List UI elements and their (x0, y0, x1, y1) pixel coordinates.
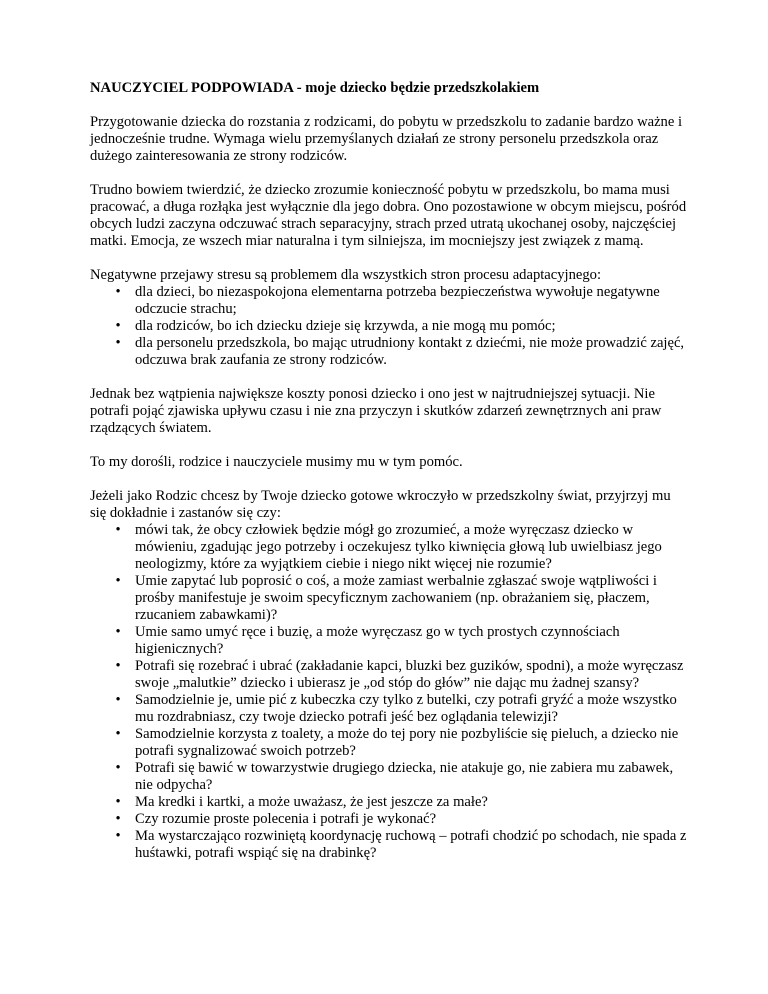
list-item (101, 811, 690, 828)
list-item-text: Potrafi się bawić w towarzystwie drugiego dziecka, nie atakuje go, nie zabiera mu zabawek, nie odpycha? (135, 760, 674, 793)
list-item (101, 760, 690, 794)
checklist (90, 522, 690, 862)
list-item-text: dla dzieci, bo niezaspokojona elementarna potrzeba bezpieczeństwa wywołuje negatywne odczucie strachu; (135, 284, 660, 317)
bullet-icon: • (115, 726, 121, 742)
bullet-icon: • (115, 794, 121, 810)
list-item (101, 658, 690, 692)
bullet-icon: • (115, 658, 121, 674)
list-item (101, 573, 690, 624)
list-item (101, 828, 690, 862)
list-item-text: dla rodziców, bo ich dziecku dzieje się krzywda, a nie mogą mu pomóc; (135, 318, 556, 334)
intro-paragraph: Przygotowanie dziecka do rozstania z rodzicami, do pobytu w przedszkolu to zadanie bardzo ważne i jednocześnie trudne. Wymaga wielu przemyślanych działań ze strony personelu przedszkola oraz dużego zainteresowania ze strony rodziców. (90, 114, 683, 164)
list-item (101, 335, 690, 369)
list-item-text: Samodzielnie korzysta z toalety, a może do tej pory nie pozbyliście się pieluch, a dziecko nie potrafi sygnalizować swoich potrzeb? (135, 726, 679, 759)
list-item (101, 318, 690, 335)
list-item-text: Samodzielnie je, umie pić z kubeczka czy tylko z butelki, czy potrafi gryźć a może wszystko mu rozdrabniasz, czy twoje dziecko potrafi jeść bez oglądania telewizji? (135, 692, 677, 725)
list-item (101, 794, 690, 811)
bullet-icon: • (115, 284, 121, 300)
list-item-text: mówi tak, że obcy człowiek będzie mógł go zrozumieć, a może wyręczasz dziecko w mówieniu, zgadując jego potrzeby i oczekujesz tylko kiwnięcia głową lub uwielbiasz jego neologizmy, które za wyjątkiem ciebie i niego nikt więcej nie rozumie? (135, 522, 662, 572)
stress-list (90, 284, 690, 369)
list-item (101, 624, 690, 658)
list-item-text: dla personelu przedszkola, bo mając utrudniony kontakt z dziećmi, nie może prowadzić zajęć, odczuwa brak zaufania ze strony rodziców. (135, 335, 685, 368)
list-item (101, 726, 690, 760)
list-item-text: Umie zapytać lub poprosić o coś, a może zamiast werbalnie zgłaszać swoje wątpliwości i prośby manifestuje je swoim specyficznym zachowaniem (np. obrażaniem się, płaczem, rzucaniem zabawkami)? (135, 573, 657, 623)
bullet-icon: • (115, 573, 121, 589)
body-paragraph: To my dorośli, rodzice i nauczyciele musimy mu w tym pomóc. (90, 454, 463, 470)
list-item (101, 522, 690, 573)
list-item-text: Ma kredki i kartki, a może uważasz, że jest jeszcze za małe? (135, 794, 488, 810)
bullet-icon: • (115, 318, 121, 334)
body-paragraph: Jednak bez wątpienia największe koszty ponosi dziecko i ono jest w najtrudniejszej sytuacji. Nie potrafi pojąć zjawiska upływu czasu i nie zna przyczyn i skutków zdarzeń zewnętrznych ani praw rządzących światem. (90, 386, 662, 436)
intro-paragraph: Trudno bowiem twierdzić, że dziecko zrozumie konieczność pobytu w przedszkolu, bo mama musi pracować, a długa rozłąka jest wyłącznie dla jego dobra. Ono pozostawione w obcym miejscu, pośród obcych ludzi zaczyna odczuwać strach separacyjny, strach przed utratą ukochanej osoby, najczęściej matki. Emocja, ze wszech miar naturalna i tym silniejsza, im mocniejszy jest związek z mamą. (90, 182, 687, 249)
list-item-text: Czy rozumie proste polecenia i potrafi je wykonać? (135, 811, 437, 827)
bullet-icon: • (115, 335, 121, 351)
bullet-icon: • (115, 692, 121, 708)
bullet-icon: • (115, 624, 121, 640)
bullet-icon: • (115, 811, 121, 827)
list-item-text: Umie samo umyć ręce i buzię, a może wyręczasz go w tych prostych czynnościach higienicznych? (135, 624, 620, 657)
bullet-icon: • (115, 760, 121, 776)
document-page (90, 80, 690, 862)
checklist-lead-paragraph: Jeżeli jako Rodzic chcesz by Twoje dziecko gotowe wkroczyło w przedszkolny świat, przyjrzyj mu się dokładnie i zastanów się czy: (90, 488, 671, 521)
stress-lead-paragraph: Negatywne przejawy stresu są problemem dla wszystkich stron procesu adaptacyjnego: (90, 267, 602, 283)
bullet-icon: • (115, 828, 121, 844)
list-item-text: Potrafi się rozebrać i ubrać (zakładanie kapci, bluzki bez guzików, spodni), a może wyręczasz swoje „malutkie” dziecko i ubierasz je „od stóp do głów” nie dając mu żadnej szansy? (135, 658, 684, 691)
document-title: NAUCZYCIEL PODPOWIADA - moje dziecko będzie przedszkolakiem (90, 80, 540, 96)
list-item (101, 284, 690, 318)
list-item-text: Ma wystarczająco rozwiniętą koordynację ruchową – potrafi chodzić po schodach, nie spada z huśtawki, potrafi wspiąć się na drabinkę? (135, 828, 687, 861)
list-item (101, 692, 690, 726)
bullet-icon: • (115, 522, 121, 538)
